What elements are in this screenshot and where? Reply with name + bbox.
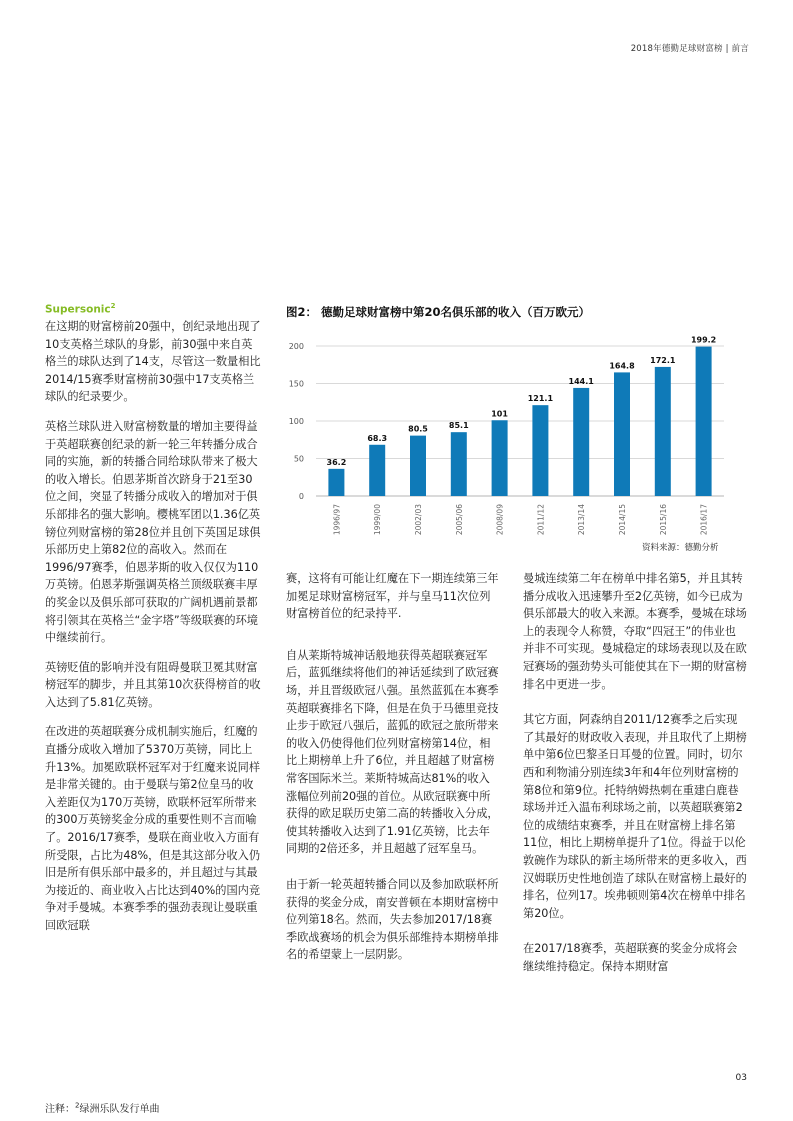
x-tick-label: 2005/06 [454, 504, 464, 536]
revenue-bar-chart [284, 330, 732, 538]
x-tick-label: 2008/09 [495, 504, 505, 536]
bar-value-label: 199.2 [690, 335, 717, 345]
page-number: 03 [735, 1073, 747, 1083]
paragraph: 英镑贬值的影响并没有阻碍曼联卫冕其财富榜冠军的脚步，并且其第10次获得榜首的收入达到了5.81亿英镑。 [45, 660, 261, 709]
brand-name: Supersonic [45, 303, 111, 316]
footnote [45, 1100, 159, 1115]
bar [614, 372, 630, 496]
figure-title: 图2： 德勤足球财富榜中第20名俱乐部的收入（百万欧元） [286, 305, 591, 319]
bar [532, 405, 548, 496]
bar [451, 432, 467, 496]
y-tick-label: 150 [288, 379, 304, 389]
x-tick-label: 2013/14 [577, 504, 587, 536]
bar [328, 469, 344, 496]
paragraph: 由于新一轮英超转播合同以及参加欧联杯所获得的奖金分成，南安普顿在本期财富榜中位列第18名。然而，失去参加2017/18赛季欧战赛场的机会为俱乐部维持本期榜单排名的希望蒙上一层阴影。 [286, 877, 499, 962]
text-column-3 [523, 570, 747, 975]
y-tick-label: 100 [288, 417, 304, 426]
bar-value-label: 85.1 [448, 421, 469, 431]
bar-value-label: 68.3 [367, 433, 388, 443]
paragraph: 在这期的财富榜前20强中，创纪录地出现了10支英格兰球队的身影，前30强中来自英格兰的球队达到了14支，尽管这一数量相比2014/15赛季财富榜前30强中17支英格兰球队的纪录要少。 [45, 320, 261, 404]
text-column-2 [286, 570, 500, 964]
bar-value-label: 164.8 [609, 361, 635, 371]
supersonic-mark [45, 302, 116, 316]
bar [573, 388, 589, 496]
x-tick-label: 2015/16 [658, 504, 668, 536]
footnote-marker: 2 [75, 1101, 80, 1110]
bar [410, 436, 426, 496]
bar [492, 420, 508, 496]
paragraph: 在2017/18赛季，英超联赛的奖金分成将会继续维持稳定。保持本期财富 [523, 942, 738, 973]
bar [369, 445, 385, 496]
paragraph: 在改进的英超联赛分成机制实施后，红魔的直播分成收入增加了5370万英镑，同比上升13%。加冕欧联杯冠军对于红魔来说同样是非常关键的。由于曼联与第2位皇马的收入差距仅为170万英镑，欧联杯冠军所带来的300万英镑奖金分成的重要性则不言而喻了。2016/17赛季，曼联在商业收入方面有所受限，占比为48%，但是其这部分收入仍旧是所有俱乐部中最多的，并且超过与其最为接近的、商业收入占比达到40%的国内竞争对手曼城。本赛季季的强劲表现让曼联重回欧冠联 [45, 725, 261, 932]
x-tick-label: 2016/17 [699, 504, 709, 536]
x-tick-label: 1999/00 [373, 504, 383, 536]
x-tick-label: 2011/12 [536, 504, 546, 536]
bar-value-label: 121.1 [527, 394, 554, 404]
brand-footnote-marker: 2 [110, 302, 116, 310]
paragraph: 自从莱斯特城神话般地获得英超联赛冠军后，蓝狐继续将他们的神话延续到了欧冠赛场，并且晋级欧冠八强。虽然蓝狐在本赛季英超联赛排名下降，但是在负于马德里竞技止步于欧冠八强后，蓝狐的欧冠之旅所带来的收入仍使得他们位列财富榜第14位，相比上期榜单上升了6位，并且超越了财富榜常客国际米兰。莱斯特城高达81%的收入涨幅位列前20强的首位。从欧冠联赛中所获得的欧足联历史第二高的转播收入分成，使其转播收入达到了1.91亿英镑，比去年同期的2倍还多，并且超越了冠军皇马。 [286, 648, 499, 856]
bar-value-label: 36.2 [326, 457, 347, 467]
y-tick-label: 200 [288, 342, 304, 351]
text-column-1 [45, 318, 263, 935]
bar [655, 367, 671, 496]
bar-value-label: 172.1 [650, 355, 676, 365]
bar-value-label: 144.1 [568, 376, 594, 386]
x-tick-label: 2002/03 [414, 504, 423, 536]
y-tick-label: 50 [293, 454, 304, 464]
figure-source: 资料来源：德勤分析 [642, 543, 719, 553]
y-tick-label: 0 [298, 492, 304, 501]
paragraph: 赛，这将有可能让红魔在下一期连续第三年加冕足球财富榜冠军，并与皇马11次位列财富榜首位的纪录持平. [286, 572, 499, 621]
footnote-text: 绿洲乐队发行单曲 [79, 1104, 160, 1115]
bar-value-label: 80.5 [408, 424, 428, 434]
paragraph: 曼城连续第二年在榜单中排名第5，并且其转播分成收入迅速攀升至2亿英镑，如今已成为俱乐部最大的收入来源。本赛季，曼城在球场上的表现令人称赞，夺取“四冠王”的伟业也并非不可实现。曼城稳定的球场表现以及在欧冠赛场的强劲势头可能使其在下一期的财富榜排名中更进一步。 [523, 572, 747, 691]
paragraph: 英格兰球队进入财富榜数量的增加主要得益于英超联赛创纪录的新一轮三年转播分成合同的实施，新的转播合同给球队带来了极大的收入增长。伯恩茅斯首次跻身于21至30位之间，突显了转播分成收入的增加对于俱乐部排名的强大影响。樱桃军团以1.36亿英镑位列财富榜的第28位并且创下英国足球俱乐部历史上第82位的高收入。然而在1996/97赛季，伯恩茅斯的收入仅仅为110万英镑。伯恩茅斯强调英格兰顶级联赛丰厚的奖金以及俱乐部可获取的广阔机遇前景都将引领其在英格兰“金字塔”等级联赛的环境中继续前行。 [45, 419, 261, 645]
footnote-label: 注释： [45, 1104, 75, 1115]
paragraph: 其它方面，阿森纳自2011/12赛季之后实现了其最好的财政收入表现，并且取代了上期榜单中第6位巴黎圣日耳曼的位置。同时，切尔西和利物浦分别连续3年和4年位列财富榜的第8位和第9位。托特纳姆热刺在重建白鹿巷球场并迁入温布利球场之前，以英超联赛第2位的成绩结束赛季，并且在财富榜上排名第11位，相比上期榜单提升了1位。得益于以伦敦碗作为球队的新主场所带来的更多收入，西汉姆联历史性地创造了球队在财富榜上最好的排名，位列17。埃弗顿则第4次在榜单中排名第20位。 [523, 713, 747, 920]
bar [696, 347, 712, 496]
x-tick-label: 2014/15 [618, 504, 627, 536]
bar-value-label: 101 [491, 409, 508, 419]
running-header: 2018年德勤足球财富榜 | 前言 [630, 44, 749, 54]
x-tick-label: 1996/97 [332, 504, 342, 536]
